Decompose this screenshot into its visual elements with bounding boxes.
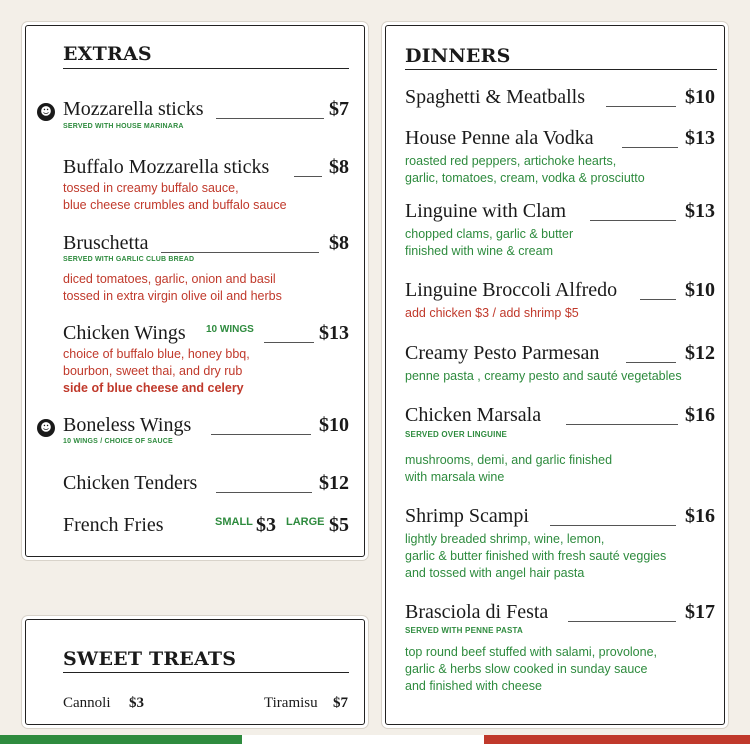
menu-item-desc: top round beef stuffed with salami, provolone,	[405, 645, 658, 659]
menu-item-desc: bourbon, sweet thai, and dry rub	[63, 364, 243, 378]
menu-item-price: $8	[329, 232, 349, 254]
dot-leader	[566, 424, 678, 425]
menu-item-tag: 10 WINGS / CHOICE OF SAUCE	[63, 438, 173, 445]
menu-item-price: $13	[685, 127, 715, 149]
menu-item-price: $7	[329, 98, 349, 120]
menu-item-price-large: $5	[329, 514, 349, 536]
sweet-item-price: $3	[129, 695, 144, 711]
menu-item-price: $16	[685, 505, 715, 527]
menu-item-name: Creamy Pesto Parmesan	[405, 342, 600, 364]
menu-item-name: Mozzarella sticks	[63, 98, 204, 120]
menu-item-name: Linguine with Clam	[405, 200, 567, 222]
sweet-item-name: Cannoli	[63, 695, 111, 711]
menu-item-name: Chicken Tenders	[63, 472, 198, 494]
menu-item-name: Brasciola di Festa	[405, 601, 549, 623]
menu-item-desc: mushrooms, demi, and garlic finished	[405, 453, 613, 467]
menu-item-price: $13	[685, 200, 715, 222]
menu-item-price: $17	[685, 601, 715, 623]
menu-item-price: $10	[685, 86, 715, 108]
menu-item-price: $10	[685, 279, 715, 301]
dot-leader	[590, 220, 676, 221]
menu-item-name: Spaghetti & Meatballs	[405, 86, 585, 108]
menu-item-price: $12	[685, 342, 715, 364]
menu-item-name: Bruschetta	[63, 232, 149, 254]
menu-item-name: Chicken Marsala	[405, 404, 542, 426]
menu-item-name: French Fries	[63, 514, 164, 536]
menu-item-tag: SERVED WITH GARLIC CLUB BREAD	[63, 256, 195, 263]
menu-item-price-small: $3	[256, 514, 276, 536]
dot-leader	[211, 434, 311, 435]
menu-item-tag: SERVED OVER LINGUINE	[405, 430, 508, 439]
flag-stripe-red	[484, 735, 750, 744]
menu-item-tag: SERVED WITH HOUSE MARINARA	[63, 123, 184, 130]
dinners-panel	[385, 25, 725, 725]
menu-item-desc: choice of buffalo blue, honey bbq,	[63, 347, 250, 361]
dinners-title-rule	[405, 69, 717, 70]
sweet-item-name: Tiramisu	[264, 695, 318, 711]
menu-item-desc: garlic & herbs slow cooked in sunday sauce	[405, 662, 648, 676]
menu-item-desc-bold: side of blue cheese and celery	[63, 381, 244, 395]
flag-stripe-green	[0, 735, 242, 744]
menu-item-desc: penne pasta , creamy pesto and sauté vegetables	[405, 369, 682, 383]
menu-item-name: Buffalo Mozzarella sticks	[63, 156, 270, 178]
size-label-small: SMALL	[215, 516, 253, 528]
menu-item-name: Boneless Wings	[63, 414, 192, 436]
flag-stripe-white	[242, 735, 484, 744]
menu-item-name: Linguine Broccoli Alfredo	[405, 279, 618, 301]
dot-leader	[606, 106, 676, 107]
sweets-title-rule	[63, 672, 349, 673]
menu-item-desc: and finished with cheese	[405, 679, 542, 693]
menu-item-desc: add chicken $3 / add shrimp $5	[405, 306, 579, 320]
extras-title: EXTRAS	[63, 43, 152, 65]
menu-item-desc: roasted red peppers, artichoke hearts,	[405, 154, 617, 168]
menu-item-name: Shrimp Scampi	[405, 505, 529, 527]
dot-leader	[568, 621, 676, 622]
sweet-item-price: $7	[333, 695, 348, 711]
dot-leader	[216, 118, 324, 119]
menu-item-price: $10	[319, 414, 349, 436]
dot-leader	[640, 299, 676, 300]
menu-item-price: $16	[685, 404, 715, 426]
dot-leader	[550, 525, 676, 526]
menu-item-price: $8	[329, 156, 349, 178]
menu-item-desc: lightly breaded shrimp, wine, lemon,	[405, 532, 605, 546]
menu-item-tag: SERVED WITH PENNE PASTA	[405, 626, 523, 635]
menu-item-desc: diced tomatoes, garlic, onion and basil	[63, 272, 276, 286]
menu-item-desc: chopped clams, garlic & butter	[405, 227, 574, 241]
extras-panel	[25, 25, 365, 557]
menu-item-price: $12	[319, 472, 349, 494]
menu-item-desc: garlic & butter finished with fresh sauté veggies	[405, 549, 667, 563]
dinners-title: DINNERS	[405, 45, 511, 67]
menu-item-badge: 10 WINGS	[206, 324, 254, 335]
menu-item-name: Chicken Wings	[63, 322, 186, 344]
dot-leader	[626, 362, 676, 363]
dot-leader	[216, 492, 312, 493]
menu-item-price: $13	[319, 322, 349, 344]
menu-item-desc: with marsala wine	[405, 470, 505, 484]
menu-item-desc: tossed in extra virgin olive oil and herbs	[63, 289, 282, 303]
menu-item-desc: garlic, tomatoes, cream, vodka & prosciutto	[405, 171, 645, 185]
pepper-badge-icon: ☻	[37, 103, 55, 121]
menu-item-desc: tossed in creamy buffalo sauce,	[63, 181, 239, 195]
menu-item-desc: and tossed with angel hair pasta	[405, 566, 585, 580]
extras-title-rule	[63, 68, 349, 69]
size-label-large: LARGE	[286, 516, 325, 528]
dot-leader	[622, 147, 678, 148]
menu-item-name: House Penne ala Vodka	[405, 127, 594, 149]
dot-leader	[294, 176, 322, 177]
dot-leader	[161, 252, 319, 253]
pepper-badge-icon: ☻	[37, 419, 55, 437]
menu-item-desc: blue cheese crumbles and buffalo sauce	[63, 198, 287, 212]
sweets-title: SWEET TREATS	[63, 648, 237, 670]
dot-leader	[264, 342, 314, 343]
sweet-treats-panel	[25, 619, 365, 725]
menu-item-desc: finished with wine & cream	[405, 244, 553, 258]
